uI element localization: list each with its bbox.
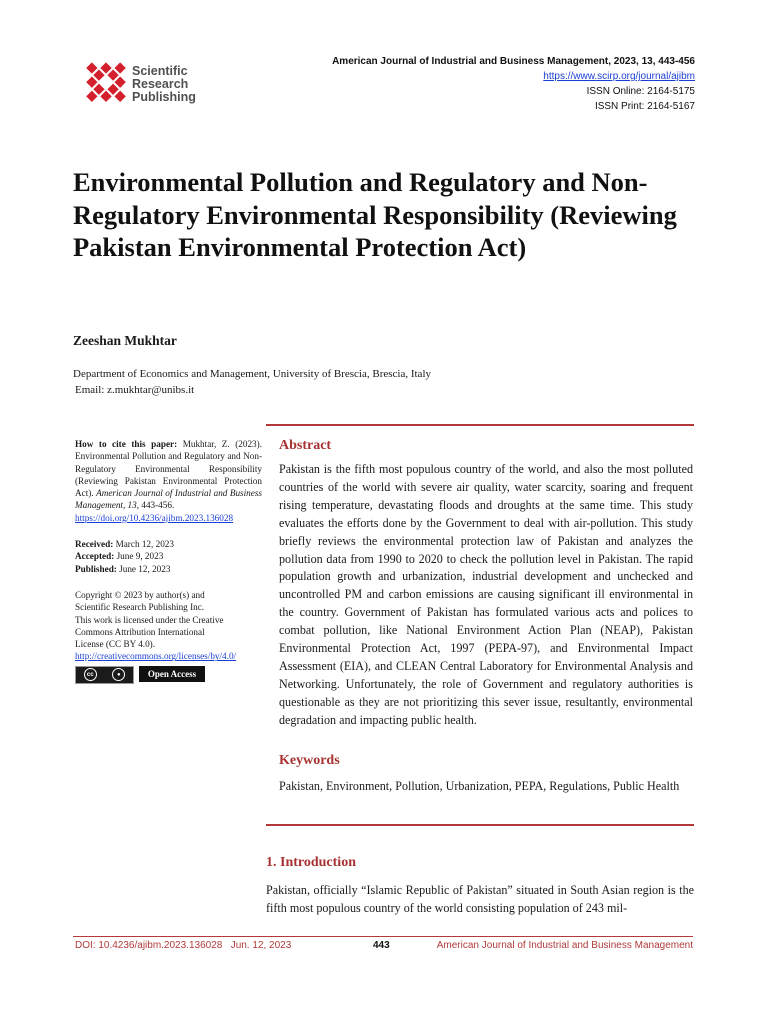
publisher-name-line: Research bbox=[132, 77, 189, 91]
page-number: 443 bbox=[373, 940, 390, 951]
issn-online: ISSN Online: 2164-5175 bbox=[586, 86, 695, 97]
article-dates bbox=[75, 538, 262, 575]
footer-journal: American Journal of Industrial and Business Management bbox=[436, 940, 693, 951]
footer-date: Jun. 12, 2023 bbox=[230, 940, 292, 951]
doi-link[interactable]: https://doi.org/10.4236/ajibm.2023.136028 bbox=[75, 512, 234, 523]
license-badges bbox=[75, 666, 262, 684]
issn-print: ISSN Print: 2164-5167 bbox=[594, 101, 695, 112]
publisher-name-line: Scientific bbox=[132, 64, 188, 78]
received-label: Received: bbox=[75, 539, 114, 550]
accepted-label: Accepted: bbox=[75, 551, 115, 562]
abstract-heading: Abstract bbox=[279, 438, 332, 453]
cc-icon: cc bbox=[84, 668, 97, 681]
affiliation-text: Department of Economics and Management, University of Brescia, Brescia, Italy bbox=[73, 368, 431, 380]
copyright-line: Copyright © 2023 by author(s) and bbox=[75, 589, 205, 600]
author-name: Zeeshan Mukhtar bbox=[73, 333, 177, 348]
published-date: June 12, 2023 bbox=[119, 563, 171, 574]
cc-by-badge[interactable] bbox=[75, 666, 134, 684]
license-link[interactable]: http://creativecommons.org/licenses/by/4.0/ bbox=[75, 651, 237, 662]
how-to-cite bbox=[75, 438, 262, 524]
author-affiliation bbox=[73, 366, 431, 398]
abstract-top-rule bbox=[266, 424, 694, 426]
cite-label: How to cite this paper: bbox=[75, 439, 178, 449]
footer-doi-text: DOI: 10.4236/ajibm.2023.136028 bbox=[75, 940, 223, 951]
paper-title: Environmental Pollution and Regulatory and Non-Regulatory Environmental Responsibility (Reviewing Pakistan Environmental Protection Act) bbox=[73, 167, 677, 262]
cite-journal: American Journal of Industrial and Business Management, 13, bbox=[75, 488, 262, 511]
introduction-text: Pakistan, officially “Islamic Republic of Pakistan” situated in South Asian region is the fifth most populous country of the world consisting population of 243 mil- bbox=[266, 883, 694, 915]
published-label: Published: bbox=[75, 563, 117, 574]
citation-sidebar bbox=[75, 438, 262, 684]
footer-doi bbox=[75, 940, 291, 951]
copyright-line: License (CC BY 4.0). bbox=[75, 639, 156, 650]
cite-text: Mukhtar, Z. (2023). Environmental Pollution and Regulatory and Non-Regulatory Environmental Responsibility (Reviewing Pakistan Environmental Protection Act). bbox=[75, 439, 262, 499]
abstract-text: Pakistan is the fifth most populous country of the world, and also the most polluted countries of the world with severe air quality, water scarcity, soaring and frequent rising temperature, devastating floods and droughts at the same time. This study evaluates the efforts done by the Government to deal with air-pollution. This study briefly reviews the environmental protection law of Pakistan and analyzes the pollution data from 1990 to 2020 to check the pollution level in Pakistan. The rapid population growth and urbanization, industrial development and unchecked and uncontrolled PM and carbon emissions are causing significant ill environmental in the country. Government of Pakistan has formulated various acts and polices to combat pollution, like National Environment Action Plan (NEAP), Pakistan Environmental Protection Act, 1997 (PEPA-97), and Environmental Impact Assessment (EIA), and CLEAN Central Laboratory for Environmental Analysis and Networking. Unfortunately, the role of Government and regulatory authorities is questionable as they are not prioritizing this sever issue, resultantly, environmental degradation and impacting public health. bbox=[279, 462, 693, 727]
journal-info bbox=[332, 54, 695, 114]
journal-citation-line: American Journal of Industrial and Business Management, 2023, 13, 443-456 bbox=[332, 56, 695, 67]
copyright-line: This work is licensed under the Creative bbox=[75, 614, 224, 625]
publisher-logo bbox=[76, 55, 136, 115]
cite-pages: 443-456. bbox=[141, 500, 175, 511]
keywords-text: Pakistan, Environment, Pollution, Urbanization, PEPA, Regulations, Public Health bbox=[279, 779, 680, 793]
copyright-line: Commons Attribution International bbox=[75, 626, 205, 637]
accepted-date: June 9, 2023 bbox=[116, 551, 164, 562]
journal-url-link[interactable]: https://www.scirp.org/journal/ajibm bbox=[543, 71, 695, 82]
copyright-line: Scientific Research Publishing Inc. bbox=[75, 602, 205, 613]
footer-rule bbox=[73, 936, 693, 937]
publisher-name-line: Publishing bbox=[132, 90, 196, 104]
keywords-heading: Keywords bbox=[279, 753, 340, 768]
received-date: March 12, 2023 bbox=[115, 539, 174, 550]
open-access-badge[interactable]: Open Access bbox=[139, 666, 205, 682]
introduction-heading: 1. Introduction bbox=[266, 855, 356, 870]
publisher-name bbox=[132, 65, 196, 104]
copyright-notice bbox=[75, 589, 262, 684]
by-person-icon: ● bbox=[112, 668, 125, 681]
keywords-bottom-rule bbox=[266, 824, 694, 826]
author-email: Email: z.mukhtar@unibs.it bbox=[75, 384, 195, 396]
